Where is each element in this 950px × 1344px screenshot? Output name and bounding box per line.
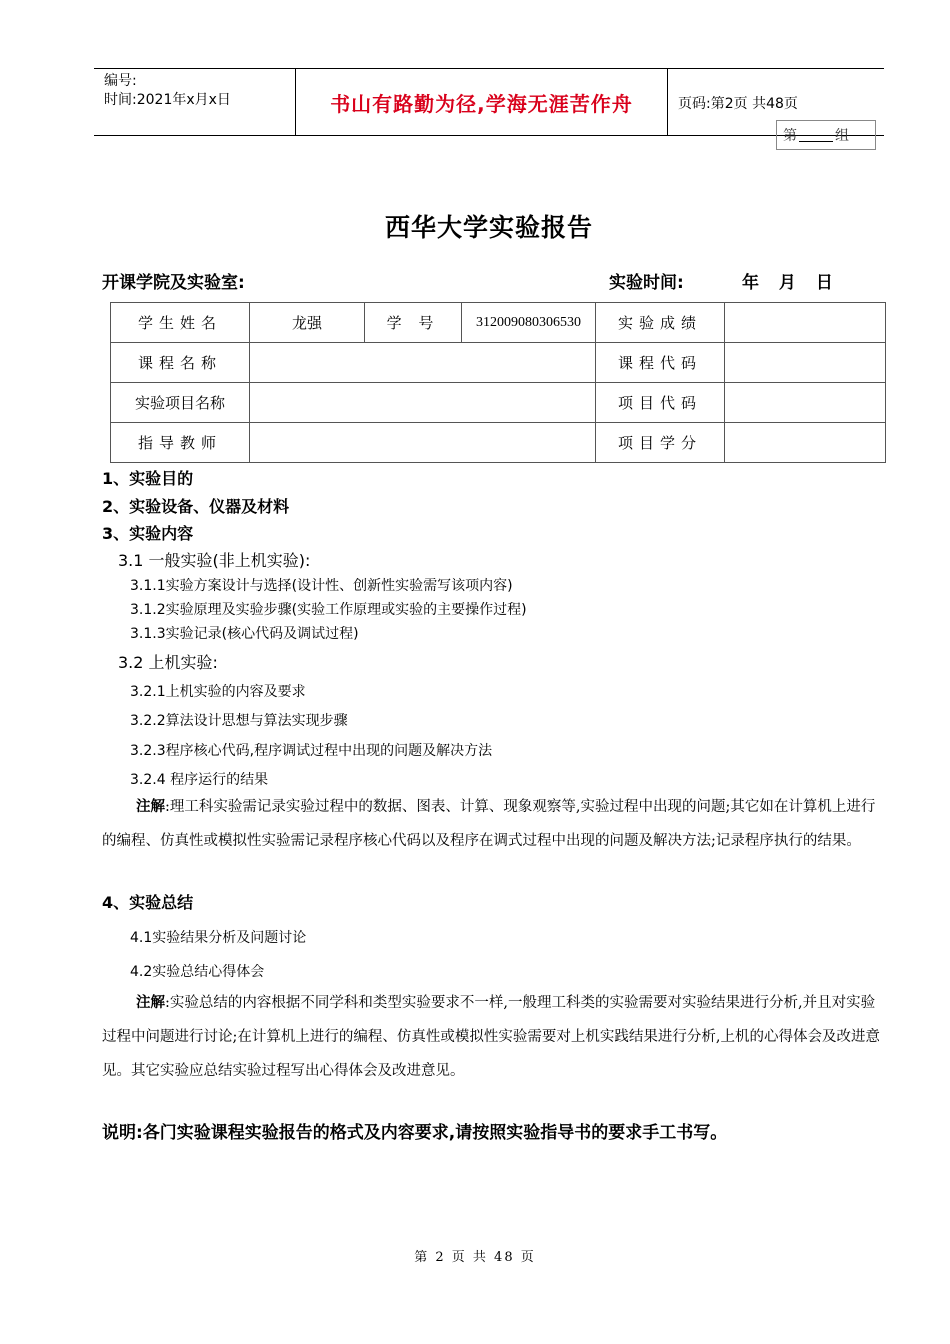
exp-time-date: 年 月 日 (742, 273, 833, 293)
section-2-heading: 2、实验设备、仪器及材料 (102, 497, 290, 516)
table-row (111, 343, 886, 383)
section-3-2-heading: 3.2 上机实验: (118, 653, 218, 672)
group-prefix: 第 (783, 128, 797, 144)
teacher-value (250, 423, 596, 463)
credit-label: 项目学分 (596, 423, 725, 463)
section-3-2-1: 3.2.1上机实验的内容及要求 (130, 684, 306, 700)
college-lab-label: 开课学院及实验室: (102, 273, 245, 293)
score-value (725, 303, 886, 343)
section-3-2-2: 3.2.2算法设计思想与算法实现步骤 (130, 713, 348, 729)
group-suffix: 组 (835, 128, 849, 144)
section-3-2-4: 3.2.4 程序运行的结果 (130, 772, 269, 788)
table-row (111, 423, 886, 463)
section-4-heading: 4、实验总结 (102, 893, 194, 912)
table-row (111, 303, 886, 343)
course-code-value (725, 343, 886, 383)
section-4-1: 4.1实验结果分析及问题讨论 (130, 930, 307, 946)
student-id-label: 学 号 (365, 303, 462, 343)
section-4-2: 4.2实验总结心得体会 (130, 964, 265, 980)
section-3-2-3: 3.2.3程序核心代码,程序调试过程中出现的问题及解决方法 (130, 743, 493, 759)
project-name-value (250, 383, 596, 423)
section-3-1-heading: 3.1 一般实验(非上机实验): (118, 551, 311, 570)
header-motto: 书山有路勤为径,学海无涯苦作舟 (330, 91, 633, 116)
group-blank-line (799, 129, 833, 142)
student-id-value: 312009080306530 (462, 303, 596, 343)
section-3-1-1: 3.1.1实验方案设计与选择(设计性、创新性实验需写该项内容) (130, 578, 513, 594)
score-label: 实验成绩 (596, 303, 725, 343)
note-2-paragraph (102, 986, 880, 1088)
report-title: 西华大学实验报告 (384, 213, 593, 242)
doc-number-label: 编号: (104, 73, 137, 89)
table-row (111, 383, 886, 423)
section-1-heading: 1、实验目的 (102, 469, 194, 488)
exp-time-label: 实验时间: (609, 273, 684, 293)
note-1-label: 注解 (136, 799, 165, 815)
project-name-label: 实验项目名称 (111, 383, 250, 423)
note-1-text: :理工科实验需记录实验过程中的数据、图表、计算、现象观察等,实验过程中出现的问题;其它如在计算机上进行的编程、仿真性或模拟性实验需记录程序核心代码以及程序在调式过程中出现的问题及解决方法;记录程序执行的结果。 (102, 799, 876, 849)
section-3-1-3: 3.1.3实验记录(核心代码及调试过程) (130, 626, 359, 642)
page-footer: 第 2 页 共 48 页 (414, 1250, 536, 1265)
section-3-heading: 3、实验内容 (102, 524, 194, 543)
teacher-label: 指导教师 (111, 423, 250, 463)
group-number-box (776, 120, 876, 150)
student-name-label: 学生姓名 (111, 303, 250, 343)
header-meta (104, 72, 231, 110)
student-info-table (110, 302, 886, 463)
header-divider-right (667, 68, 668, 136)
note-2-text: :实验总结的内容根据不同学科和类型实验要求不一样,一般理工科类的实验需要对实验结果进行分析,并且对实验过程中问题进行讨论;在计算机上进行的编程、仿真性或模拟性实验需要对上机实践结果进行分析,上机的心得体会及改进意见。其它实验应总结实验过程写出心得体会及改进意见。 (102, 995, 880, 1079)
note-2-label: 注解 (136, 995, 165, 1011)
section-3-1-2: 3.1.2实验原理及实验步骤(实验工作原理或实验的主要操作过程) (130, 602, 527, 618)
note-1-paragraph (102, 790, 880, 858)
course-code-label: 课程代码 (596, 343, 725, 383)
student-name-value: 龙强 (250, 303, 365, 343)
course-name-label: 课程名称 (111, 343, 250, 383)
course-name-value (250, 343, 596, 383)
project-code-value (725, 383, 886, 423)
doc-time-label: 时间:2021年x月x日 (104, 92, 231, 108)
header-page-info: 页码:第2页 共48页 (678, 96, 798, 112)
project-code-label: 项目代码 (596, 383, 725, 423)
final-instruction: 说明:各门实验课程实验报告的格式及内容要求,请按照实验指导书的要求手工书写。 (102, 1123, 728, 1143)
credit-value (725, 423, 886, 463)
